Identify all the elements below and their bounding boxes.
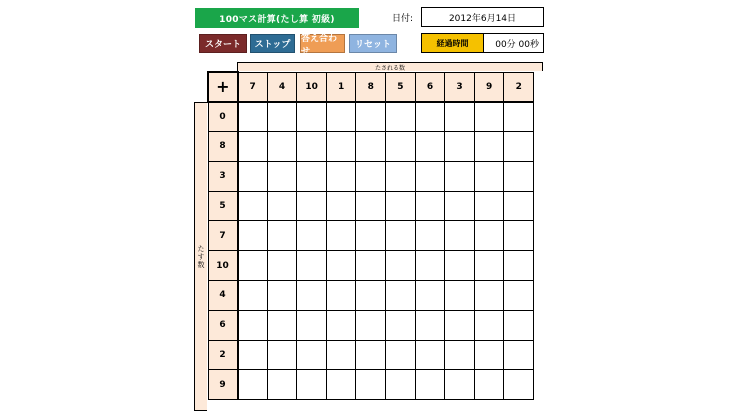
answer-cell[interactable]: [474, 370, 504, 400]
answer-cell[interactable]: [474, 221, 504, 251]
answer-cell[interactable]: [445, 191, 475, 221]
answer-cell[interactable]: [326, 310, 356, 340]
answer-cell[interactable]: [356, 132, 386, 162]
date-label: 日付:: [392, 14, 414, 24]
date-value: 2012年6月14日: [421, 7, 544, 27]
row-number: 7: [208, 221, 238, 251]
row-number: 8: [208, 132, 238, 162]
answer-cell[interactable]: [504, 161, 534, 191]
operator-corner: +: [208, 72, 238, 102]
row-number: 6: [208, 310, 238, 340]
stop-button[interactable]: ストップ: [250, 34, 295, 53]
answer-cell[interactable]: [386, 370, 416, 400]
answer-cell[interactable]: [386, 191, 416, 221]
answer-cell[interactable]: [326, 251, 356, 281]
column-number: 4: [267, 72, 297, 102]
answer-cell[interactable]: [386, 221, 416, 251]
answer-cell[interactable]: [504, 102, 534, 132]
answer-cell[interactable]: [415, 340, 445, 370]
column-number: 9: [474, 72, 504, 102]
answer-cell[interactable]: [445, 340, 475, 370]
answer-cell[interactable]: [386, 310, 416, 340]
answer-cell[interactable]: [238, 161, 268, 191]
answer-cell[interactable]: [386, 340, 416, 370]
answer-cell[interactable]: [445, 102, 475, 132]
answer-cell[interactable]: [504, 281, 534, 311]
row-number: 5: [208, 191, 238, 221]
answer-cell[interactable]: [297, 191, 327, 221]
answer-cell[interactable]: [326, 132, 356, 162]
answer-cell[interactable]: [356, 281, 386, 311]
answer-cell[interactable]: [297, 370, 327, 400]
answer-cell[interactable]: [326, 340, 356, 370]
row-number: 2: [208, 340, 238, 370]
answer-cell[interactable]: [445, 221, 475, 251]
answer-cell[interactable]: [238, 191, 268, 221]
column-number: 3: [445, 72, 475, 102]
answer-cell[interactable]: [386, 102, 416, 132]
answer-cell[interactable]: [238, 102, 268, 132]
answer-cell[interactable]: [504, 251, 534, 281]
check-answers-button[interactable]: 答え合わせ: [300, 34, 345, 53]
answer-cell[interactable]: [504, 340, 534, 370]
answer-cell[interactable]: [238, 132, 268, 162]
column-number: 6: [415, 72, 445, 102]
answer-cell[interactable]: [445, 310, 475, 340]
row-number: 9: [208, 370, 238, 400]
answer-cell[interactable]: [267, 132, 297, 162]
start-button[interactable]: スタート: [199, 34, 247, 53]
answer-cell[interactable]: [474, 340, 504, 370]
answer-cell[interactable]: [504, 310, 534, 340]
reset-button[interactable]: リセット: [349, 34, 397, 53]
answer-cell[interactable]: [326, 370, 356, 400]
answer-cell[interactable]: [238, 281, 268, 311]
answer-cell[interactable]: [415, 161, 445, 191]
answer-cell[interactable]: [326, 221, 356, 251]
answer-cell[interactable]: [445, 161, 475, 191]
column-number: 7: [238, 72, 268, 102]
answer-cell[interactable]: [356, 340, 386, 370]
answer-cell[interactable]: [267, 251, 297, 281]
answer-cell[interactable]: [386, 132, 416, 162]
answer-cell[interactable]: [267, 340, 297, 370]
column-number: 1: [326, 72, 356, 102]
answer-cell[interactable]: [297, 281, 327, 311]
answer-cell[interactable]: [474, 132, 504, 162]
answer-cell[interactable]: [504, 132, 534, 162]
elapsed-time-value: 00分 00秒: [483, 33, 544, 53]
answer-cell[interactable]: [297, 251, 327, 281]
column-number: 5: [386, 72, 416, 102]
answer-cell[interactable]: [238, 370, 268, 400]
row-number: 10: [208, 251, 238, 281]
answer-cell[interactable]: [297, 132, 327, 162]
answer-cell[interactable]: [474, 161, 504, 191]
answer-cell[interactable]: [474, 251, 504, 281]
answer-cell[interactable]: [297, 340, 327, 370]
answer-cell[interactable]: [415, 132, 445, 162]
answer-cell[interactable]: [267, 191, 297, 221]
answer-cell[interactable]: [474, 102, 504, 132]
answer-cell[interactable]: [267, 281, 297, 311]
answer-cell[interactable]: [474, 191, 504, 221]
answer-cell[interactable]: [267, 102, 297, 132]
answer-cell[interactable]: [445, 281, 475, 311]
answer-cell[interactable]: [415, 251, 445, 281]
answer-cell[interactable]: [356, 310, 386, 340]
answer-cell[interactable]: [326, 102, 356, 132]
answer-cell[interactable]: [445, 370, 475, 400]
answer-cell[interactable]: [445, 251, 475, 281]
answer-cell[interactable]: [386, 161, 416, 191]
answer-cell[interactable]: [267, 221, 297, 251]
answer-cell[interactable]: [267, 310, 297, 340]
elapsed-time-label: 経過時間: [421, 33, 484, 53]
answer-cell[interactable]: [356, 370, 386, 400]
answer-cell[interactable]: [326, 161, 356, 191]
answer-cell[interactable]: [297, 310, 327, 340]
answer-cell[interactable]: [326, 281, 356, 311]
worksheet-title: 100マス計算(たし算 初級): [195, 8, 359, 28]
row-number: 3: [208, 161, 238, 191]
answer-cell[interactable]: [356, 191, 386, 221]
answer-cell[interactable]: [386, 281, 416, 311]
answer-cell[interactable]: [474, 281, 504, 311]
answer-cell[interactable]: [267, 161, 297, 191]
answer-cell[interactable]: [445, 132, 475, 162]
answer-cell[interactable]: [297, 221, 327, 251]
answer-cell[interactable]: [415, 370, 445, 400]
answer-cell[interactable]: [267, 370, 297, 400]
calculation-grid: [207, 71, 534, 400]
column-number: 10: [297, 72, 327, 102]
answer-cell[interactable]: [415, 281, 445, 311]
left-axis-label: たす数: [194, 102, 207, 411]
answer-cell[interactable]: [504, 370, 534, 400]
row-number: 4: [208, 281, 238, 311]
answer-cell[interactable]: [238, 340, 268, 370]
answer-cell[interactable]: [326, 191, 356, 221]
answer-cell[interactable]: [415, 221, 445, 251]
answer-cell[interactable]: [474, 310, 504, 340]
column-number: 8: [356, 72, 386, 102]
answer-cell[interactable]: [504, 191, 534, 221]
answer-cell[interactable]: [356, 251, 386, 281]
top-axis-label: たされる数: [237, 62, 543, 71]
answer-cell[interactable]: [356, 221, 386, 251]
answer-cell[interactable]: [504, 221, 534, 251]
answer-cell[interactable]: [415, 310, 445, 340]
answer-cell[interactable]: [238, 310, 268, 340]
answer-cell[interactable]: [297, 102, 327, 132]
answer-cell[interactable]: [415, 102, 445, 132]
answer-cell[interactable]: [297, 161, 327, 191]
column-number: 2: [504, 72, 534, 102]
answer-cell[interactable]: [356, 161, 386, 191]
answer-cell[interactable]: [238, 251, 268, 281]
answer-cell[interactable]: [386, 251, 416, 281]
answer-cell[interactable]: [356, 102, 386, 132]
answer-cell[interactable]: [238, 221, 268, 251]
answer-cell[interactable]: [415, 191, 445, 221]
row-number: 0: [208, 102, 238, 132]
